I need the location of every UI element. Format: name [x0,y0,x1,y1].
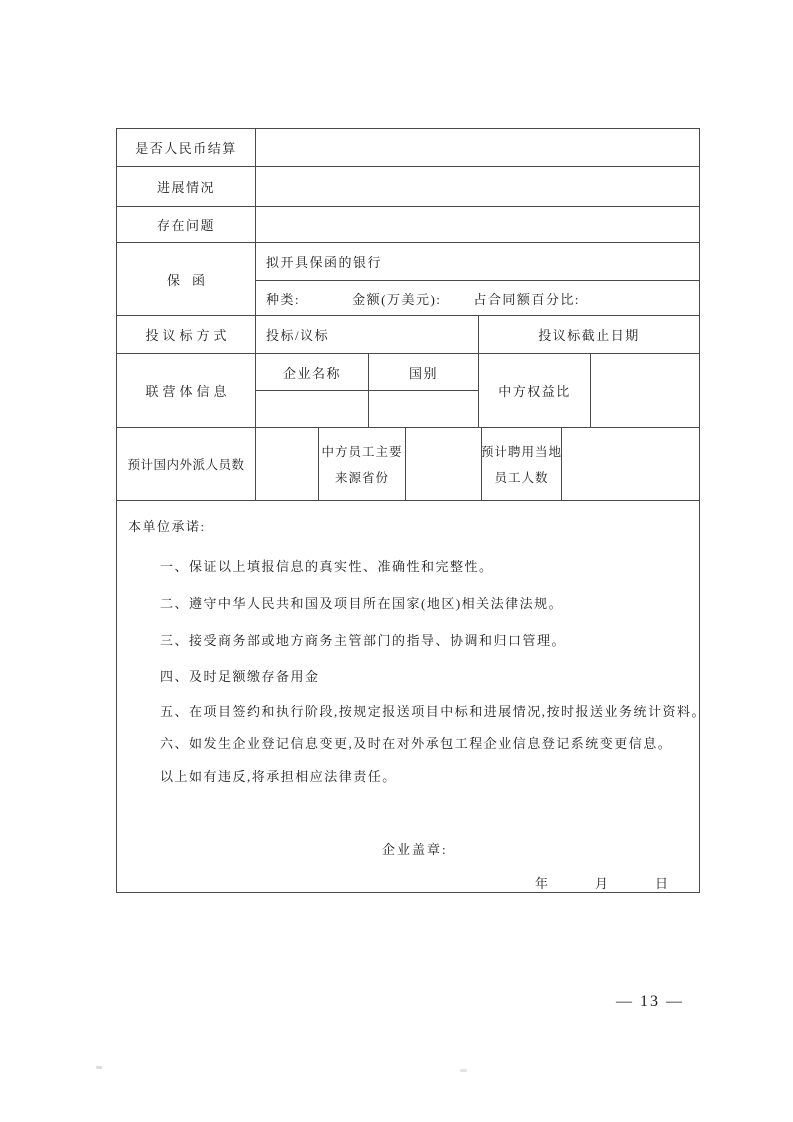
row-label-progress: 进展情况 [117,167,256,206]
commitment-violation-note: 以上如有违反,将承担相应法律责任。 [160,769,397,784]
consortium-header-row [256,354,478,391]
scan-artifact [460,1069,467,1072]
date-year-label: 年 [535,876,549,891]
table-row [117,129,699,167]
bidding-method-value: 投标/议标 [266,328,330,343]
bidding-deadline-label: 投议标截止日期 [538,328,640,343]
source-province-header [319,428,406,500]
guarantee-content [256,243,699,315]
commitment-heading: 本单位承诺: [128,519,206,534]
row-label-rmb-settlement: 是否人民币结算 [117,129,256,166]
date-day-label: 日 [655,876,669,891]
bidding-deadline-cell [479,316,699,353]
table-row [117,354,699,428]
source-province-line1: 中方员工主要 [321,445,403,460]
consortium-label-text: 联营体信息 [145,384,231,399]
scan-artifact [96,1066,102,1069]
chinese-equity-input-cell [591,354,699,427]
company-seal-label: 企业盖章: [382,842,448,857]
row-label-consortium [117,354,256,427]
consortium-country-header: 国别 [408,365,438,381]
date-month-label: 月 [595,876,609,891]
commitment-item: 一、保证以上填报信息的真实性、准确性和完整性。 [160,559,494,574]
commitment-item: 二、遵守中华人民共和国及项目所在国家(地区)相关法律法规。 [160,596,564,611]
guarantee-bank-label: 拟开具保函的银行 [266,255,383,270]
consortium-entry-row [256,391,478,427]
chinese-equity-label: 中方权益比 [498,384,571,399]
table-row [117,243,699,316]
guarantee-label-text: 保函 [166,272,217,288]
page-number: — 13 — [616,993,684,1010]
row-label-dispatched-personnel: 预计国内外派人员数 [117,428,256,500]
commitment-item: 五、在项目签约和执行阶段,按规定报送项目中标和进展情况,按时报送业务统计资料。 [160,704,707,719]
guarantee-type-label: 种类: [266,291,301,307]
consortium-country-input-cell [369,391,478,427]
row-label-guarantee [117,243,256,315]
table-row [117,428,699,501]
guarantee-percentage-label: 占合同额百分比: [473,291,581,307]
guarantee-bank-cell [256,243,699,281]
commitment-item: 三、接受商务部或地方商务主管部门的指导、协调和归口管理。 [160,633,567,648]
commitment-item: 六、如发生企业登记信息变更,及时在对外承包工程企业信息登记系统变更信息。 [160,736,673,751]
consortium-company-name-header: 企业名称 [256,354,369,390]
consortium-company-name-input-cell [256,391,369,427]
guarantee-detail-cell [256,281,699,315]
commitment-section [117,501,707,892]
local-hire-line2: 员工人数 [494,470,549,485]
local-hire-line1: 预计聘用当地 [481,445,563,460]
consortium-chinese-equity-header [479,354,591,427]
local-hire-header [482,428,562,500]
rmb-settlement-input-cell [256,129,699,166]
table-row [117,207,699,243]
source-province-line2: 来源省份 [334,470,389,485]
row-label-problems: 存在问题 [117,207,256,242]
guarantee-amount-label: 金额(万美元): [352,291,442,307]
source-province-input-cell [406,428,482,500]
progress-input-cell [256,167,699,206]
row-label-bidding-method [117,316,256,353]
commitment-item: 四、及时足额缴存备用金 [160,669,320,684]
consortium-company-columns [256,354,479,427]
local-hire-input-cell [562,428,699,500]
registration-form-table [116,128,707,893]
bidding-method-label-text: 投议标方式 [145,328,231,343]
problems-input-cell [256,207,699,242]
table-row [117,316,699,354]
dispatched-personnel-input-cell [256,428,319,500]
bidding-method-value-cell [256,316,479,353]
table-row [117,167,699,207]
